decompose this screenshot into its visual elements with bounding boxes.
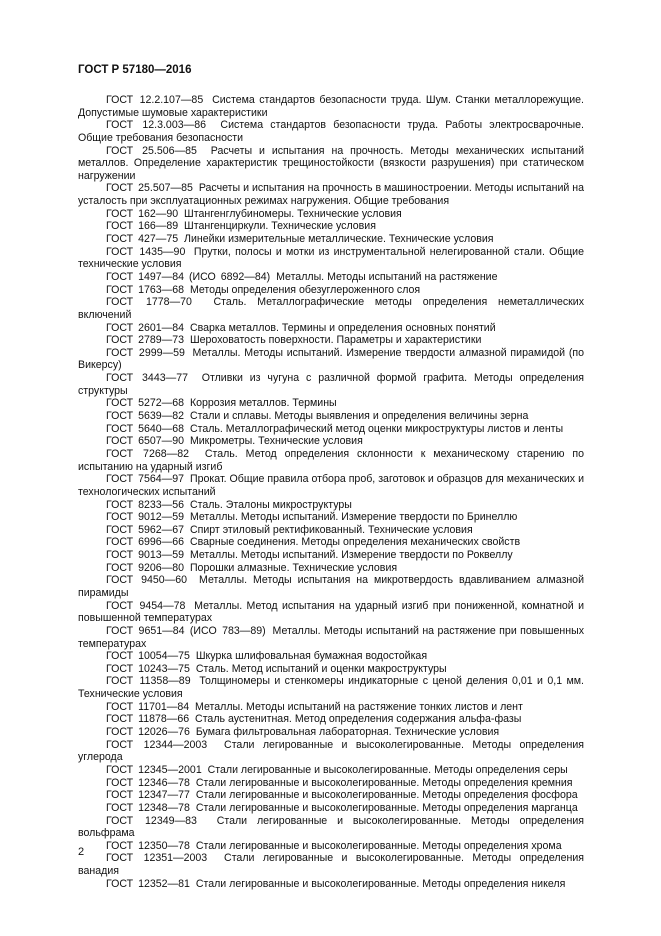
reference-title: Отливки из чугуна с различной формой графита. Методы определения структуры — [78, 372, 584, 397]
reference-code: ГОСТ 7268—82 — [106, 447, 189, 460]
reference-title: Металлы. Методы испытаний. Измерение твердости по Роквеллу — [189, 549, 513, 562]
reference-title: Система стандартов безопасности труда. Шум. Станки металлорежущие. Допустимые шумовые характеристики — [78, 94, 584, 119]
reference-code: ГОСТ 25.506—85 — [106, 144, 197, 157]
reference-item — [78, 663, 584, 676]
reference-title: Стали легированные и высоколегированные. Методы определения фосфора — [195, 789, 578, 802]
reference-item — [78, 208, 584, 221]
reference-item — [78, 802, 584, 815]
reference-title: Коррозия металлов. Термины — [189, 397, 337, 410]
reference-item — [78, 94, 584, 119]
reference-code: ГОСТ 9013—59 — [106, 549, 185, 562]
reference-title: Толщиномеры и стенкомеры индикаторные с ценой деления 0,01 и 0,1 мм. Технические условия — [78, 675, 584, 701]
reference-item — [78, 448, 584, 473]
reference-code: ГОСТ 5272—68 — [106, 397, 185, 410]
reference-title: Стали и сплавы. Методы выявления и определения величины зерна — [189, 410, 529, 423]
reference-code: ГОСТ 12.3.003—86 — [106, 119, 206, 132]
reference-title: Металлы. Методы испытаний на растяжение тонких листов и лент — [195, 700, 523, 713]
reference-item — [78, 878, 584, 891]
reference-item — [78, 499, 584, 512]
reference-item — [78, 182, 584, 207]
reference-item — [78, 284, 584, 297]
reference-item — [78, 701, 584, 714]
reference-item — [78, 220, 584, 233]
reference-item — [78, 524, 584, 537]
reference-code: ГОСТ 6507—90 — [106, 435, 185, 448]
reference-title: Металлы. Методы испытания на микротвердость вдавливанием алмазной пирамиды — [78, 574, 584, 599]
reference-title: Сталь. Эталоны микроструктуры — [189, 498, 352, 511]
reference-code: ГОСТ 9454—78 — [106, 599, 186, 612]
reference-code: ГОСТ 12026—76 — [106, 726, 190, 739]
reference-title: Штангенциркули. Технические условия — [184, 220, 376, 233]
reference-code: ГОСТ 166—89 — [106, 220, 179, 233]
reference-title: Прокат. Общие правила отбора проб, заготовок и образцов для механических и технологических испытаний — [78, 473, 584, 498]
reference-title: Сталь. Метод определения склонности к механическому старению по испытанию на ударный изгиб — [78, 447, 584, 473]
reference-code: ГОСТ 11878—66 — [106, 713, 190, 726]
reference-item — [78, 410, 584, 423]
reference-title: Стали легированные и высоколегированные. Методы определения ванадия — [78, 852, 584, 878]
reference-code: ГОСТ 7564—97 — [106, 473, 185, 486]
reference-title: Сварные соединения. Методы определения механических свойств — [189, 536, 521, 549]
reference-code: ГОСТ 11358—89 — [106, 675, 191, 688]
reference-item — [78, 233, 584, 246]
reference-item — [78, 840, 584, 853]
reference-title: Прутки, полосы и мотки из инструментальной нелегированной стали. Общие технические условия — [78, 245, 584, 271]
reference-code: ГОСТ 10243—75 — [106, 662, 190, 675]
reference-code: ГОСТ 1778—70 — [106, 296, 192, 309]
reference-title: Сталь. Металлографические методы определения неметаллических включений — [78, 296, 585, 321]
reference-code: ГОСТ 12349—83 — [106, 814, 197, 827]
reference-code: ГОСТ 12346—78 — [106, 776, 190, 789]
reference-item — [78, 511, 584, 524]
reference-item — [78, 271, 584, 284]
reference-title: Расчеты и испытания на прочность в машиностроении. Методы испытаний на усталость при эксплуатационных режимах нагружения. Общие требования — [78, 182, 585, 208]
reference-item — [78, 549, 584, 562]
reference-item — [78, 562, 584, 575]
reference-item — [78, 473, 584, 498]
reference-title: Стали легированные и высоколегированные. Методы определения углерода — [78, 738, 584, 764]
references-list — [78, 94, 584, 890]
reference-code: ГОСТ 10054—75 — [106, 650, 190, 663]
reference-item — [78, 435, 584, 448]
reference-code: ГОСТ 12344—2003 — [106, 738, 208, 751]
reference-item — [78, 726, 584, 739]
reference-title: Сталь. Металлографический метод оценки микроструктуры листов и ленты — [189, 422, 564, 435]
reference-title: Линейки измерительные металлические. Технические условия — [184, 233, 494, 246]
reference-title: Металлы. Методы испытаний на растяжение — [276, 270, 498, 283]
reference-title: Стали легированные и высоколегированные. Методы определения вольфрама — [78, 814, 584, 840]
reference-item — [78, 713, 584, 726]
reference-item — [78, 334, 584, 347]
reference-item — [78, 789, 584, 802]
reference-title: Порошки алмазные. Технические условия — [189, 561, 398, 574]
reference-code: ГОСТ 427—75 — [106, 233, 179, 246]
reference-title: Бумага фильтровальная лабораторная. Технические условия — [195, 726, 500, 739]
reference-code: ГОСТ 2789—73 — [106, 334, 185, 347]
reference-code: ГОСТ 5962—67 — [106, 523, 185, 536]
reference-item — [78, 347, 584, 372]
reference-item — [78, 536, 584, 549]
reference-title: Шкурка шлифовальная бумажная водостойкая — [195, 650, 428, 663]
reference-code: ГОСТ 5640—68 — [106, 422, 185, 435]
reference-title: Стали легированные и высоколегированные. Методы определения кремния — [195, 776, 573, 789]
reference-code: ГОСТ 12351—2003 — [106, 852, 208, 865]
reference-item — [78, 322, 584, 335]
reference-title: Металлы. Метод испытания на ударный изгиб при пониженной, комнатной и повышенной температурах — [78, 599, 584, 625]
reference-title: Спирт этиловый ректификованный. Технические условия — [189, 523, 473, 536]
reference-code: ГОСТ 12345—2001 — [106, 763, 202, 776]
reference-title: Стали легированные и высоколегированные. Методы определения хрома — [195, 839, 562, 852]
reference-code: ГОСТ 9206—80 — [106, 561, 185, 574]
reference-item — [78, 777, 584, 790]
reference-item — [78, 739, 584, 764]
reference-title: Методы определения обезуглероженного слоя — [189, 283, 421, 296]
reference-code: ГОСТ 12347—77 — [106, 789, 190, 802]
reference-code: ГОСТ 1435—90 — [106, 245, 186, 258]
reference-title: Сталь. Метод испытаний и оценки макроструктуры — [195, 662, 447, 675]
reference-code: ГОСТ 162—90 — [106, 207, 179, 220]
reference-code: ГОСТ 12348—78 — [106, 801, 190, 814]
reference-title: Стали легированные и высоколегированные. Методы определения никеля — [195, 877, 566, 890]
reference-code: ГОСТ 1763—68 — [106, 283, 185, 296]
reference-item — [78, 296, 584, 321]
reference-item — [78, 372, 584, 397]
reference-item — [78, 574, 584, 599]
reference-item — [78, 600, 584, 625]
reference-code: ГОСТ 12352—81 — [106, 877, 190, 890]
reference-title: Металлы. Методы испытаний. Измерение твердости по Бринеллю — [189, 511, 518, 524]
reference-item — [78, 815, 584, 840]
reference-code: ГОСТ 25.507—85 — [106, 182, 193, 195]
reference-code: ГОСТ 3443—77 — [106, 372, 188, 385]
reference-item — [78, 397, 584, 410]
reference-title: Сталь аустенитная. Метод определения содержания альфа-фазы — [195, 713, 522, 726]
reference-title: Штангенглубиномеры. Технические условия — [184, 207, 402, 220]
reference-title: Шероховатость поверхности. Параметры и характеристики — [189, 334, 482, 347]
reference-item — [78, 764, 584, 777]
reference-item — [78, 423, 584, 436]
reference-code: ГОСТ 1497—84 (ИСО 6892—84) — [106, 270, 271, 283]
reference-code: ГОСТ 12.2.107—85 — [106, 94, 204, 106]
reference-title: Расчеты и испытания на прочность. Методы механических испытаний металлов. Определение характеристик трещиностойкости (вязкости разрушения) при статическом нагружении — [78, 144, 585, 182]
reference-title: Металлы. Методы испытаний на растяжение при повышенных температурах — [78, 624, 585, 650]
reference-title: Металлы. Методы испытаний. Измерение твердости алмазной пирамидой (по Викерсу) — [78, 346, 584, 372]
page-number: 2 — [78, 846, 85, 858]
reference-code: ГОСТ 9012—59 — [106, 511, 185, 524]
reference-title: Стали легированные и высоколегированные. Методы определения серы — [207, 763, 568, 776]
reference-item — [78, 852, 584, 877]
reference-title: Микрометры. Технические условия — [189, 435, 363, 448]
reference-item — [78, 675, 584, 700]
reference-code: ГОСТ 6996—66 — [106, 536, 185, 549]
reference-title: Система стандартов безопасности труда. Работы электросварочные. Общие требования безопасности — [78, 119, 584, 144]
reference-title: Стали легированные и высоколегированные. Методы определения марганца — [195, 801, 578, 814]
document-header: ГОСТ Р 57180—2016 — [78, 64, 192, 76]
reference-item — [78, 650, 584, 663]
reference-code: ГОСТ 5639—82 — [106, 410, 185, 423]
reference-code: ГОСТ 9450—60 — [106, 574, 188, 587]
reference-item — [78, 246, 584, 271]
reference-code: ГОСТ 12350—78 — [106, 839, 190, 852]
reference-item — [78, 119, 584, 144]
reference-code: ГОСТ 11701—84 — [106, 700, 190, 713]
reference-title: Сварка металлов. Термины и определения основных понятий — [189, 321, 496, 334]
reference-code: ГОСТ 9651—84 (ИСО 783—89) — [106, 624, 266, 637]
reference-code: ГОСТ 2601—84 — [106, 321, 185, 334]
reference-code: ГОСТ 8233—56 — [106, 498, 185, 511]
reference-code: ГОСТ 2999—59 — [106, 346, 185, 359]
reference-item — [78, 145, 584, 183]
reference-item — [78, 625, 584, 650]
